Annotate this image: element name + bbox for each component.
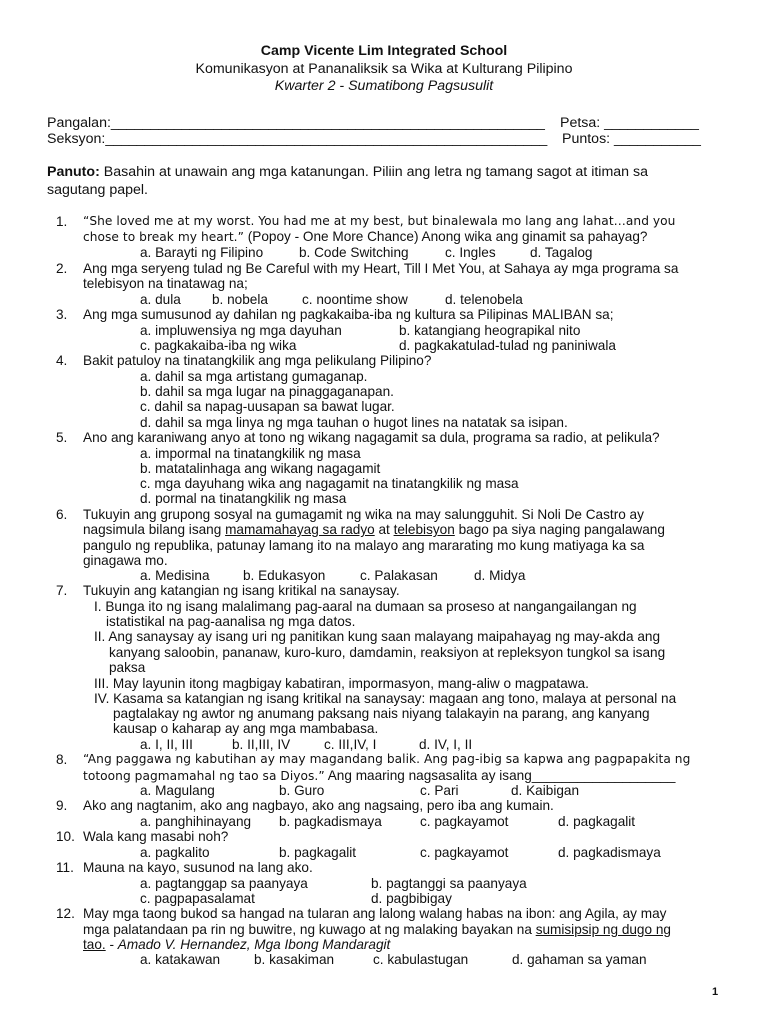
choice-b[interactable]: b. II,III, IV — [232, 737, 291, 752]
choice-c[interactable]: c. noontime show — [302, 292, 408, 307]
question-4-text: Bakit patuloy na tinatangkilik ang mga pelikulang Pilipino? — [83, 353, 432, 368]
question-6-text-2 — [83, 522, 665, 538]
choice-d[interactable]: d. Tagalog — [530, 245, 593, 260]
choice-b[interactable]: b. matatalinhaga ang wikang nagagamit — [140, 461, 381, 476]
choice-d[interactable]: d. IV, I, II — [419, 737, 473, 752]
question-number: 5. — [56, 430, 68, 445]
quarter-title: Kwarter 2 - Sumatibong Pagsusulit — [274, 78, 494, 94]
statement-i: I. Bunga ito ng isang malalimang pag-aaral na dumaan sa proseso at nangangailangan ng — [94, 599, 637, 614]
question-1-text-1: “She loved me at my worst. You had me at my best, but binalewala mo lang ang lahat…and you — [83, 214, 676, 228]
choice-c[interactable]: c. kabulastugan — [373, 952, 469, 967]
choice-a[interactable]: a. pagkalito — [140, 845, 210, 860]
name-field[interactable]: Pangalan:_______________________________________________________ — [47, 115, 545, 131]
question-9-text: Ako ang nagtanim, ako ang nagbayo, ako ang nagsaing, pero iba ang kumain. — [83, 798, 554, 813]
choice-c[interactable]: c. Pari — [420, 783, 459, 798]
choice-b[interactable]: b. Code Switching — [299, 245, 409, 260]
q8-quote: totoong pagmamahal ng tao sa Diyos.” — [83, 769, 325, 783]
q6-text: bago pa siya naging pangalawang — [454, 522, 665, 537]
question-number: 6. — [56, 507, 68, 522]
q12-text: mga palatandaan pa rin ng buwitre, ng kuwago at ng malaking bayakan na — [83, 922, 536, 937]
score-field[interactable]: Puntos: ___________ — [562, 131, 701, 147]
choice-b[interactable]: b. pagtanggi sa paanyaya — [371, 876, 527, 891]
question-7-text: Tukuyin ang katangian ng isang kritikal na sanaysay. — [83, 583, 400, 598]
choice-d[interactable]: d. pagkadismaya — [558, 845, 661, 860]
statement-iv: IV. Kasama sa katangian ng isang kritikal na sanaysay: magaan ang tono, malaya at personal na — [94, 691, 677, 706]
question-number: 10. — [56, 829, 75, 844]
choice-c[interactable]: c. dahil sa napag-uusapan sa bawat lugar. — [140, 399, 395, 414]
question-number: 8. — [56, 752, 68, 767]
q6-underlined-1: mamamahayag sa radyo — [225, 522, 375, 537]
question-5-text: Ano ang karaniwang anyo at tono ng wikang nagagamit sa dula, programa sa radio, at pelikula? — [83, 430, 660, 445]
choice-a[interactable]: a. panghihinayang — [140, 814, 252, 829]
question-6-text-1: Tukuyin ang grupong sosyal na gumagamit ng wika na may salungguhit. Si Noli De Castro ay — [83, 507, 644, 522]
q1-question: (Popoy - One More Chance) Anong wika ang ginamit sa pahayag? — [243, 229, 648, 244]
question-2-text-1: Ang mga seryeng tulad ng Be Careful with my Heart, Till I Met You, at Sahaya ay mga programa sa — [83, 261, 679, 276]
question-8-text-1: “Ang paggawa ng kabutihan ay may magandang balik. Ang pag-ibig sa kapwa ang pagpapakita ng — [83, 752, 691, 766]
choice-d[interactable]: d. pagbibigay — [371, 891, 452, 906]
statement-ii-cont-1: kanyang saloobin, pananaw, kuro-kuro, damdamin, reaksiyon at repleksyon tungkol sa isang — [109, 645, 666, 660]
choice-c[interactable]: c. pagkayamot — [420, 814, 509, 829]
choice-b[interactable]: b. pagkagalit — [279, 845, 357, 860]
question-1-text-2 — [83, 229, 648, 246]
choice-a[interactable]: a. pagtanggap sa paanyaya — [140, 876, 308, 891]
question-number: 2. — [56, 261, 68, 276]
q8-question: Ang maaring nagsasalita ay isang___________________ — [324, 768, 676, 783]
instructions-text-1: Basahin at unawain ang mga katanungan. Piliin ang letra ng tamang sagot at itiman sa — [99, 164, 648, 180]
date-field[interactable]: Petsa: ____________ — [560, 115, 699, 131]
q12-dash: - — [105, 937, 118, 952]
question-number: 9. — [56, 798, 68, 813]
choice-a[interactable]: a. Medisina — [140, 568, 210, 583]
question-6-text-3: pangulo ng republika, patunay lamang ito na malayo ang mararating mo kung matiyaga ka sa — [83, 538, 645, 553]
statement-iii: III. May layunin itong magbigay kabatiran, impormasyon, mang-aliw o magpatawa. — [94, 676, 589, 691]
choice-c[interactable]: c. III,IV, I — [324, 737, 377, 752]
question-number: 12. — [56, 906, 75, 921]
question-number: 1. — [56, 214, 68, 229]
choice-c[interactable]: c. pagpapasalamat — [140, 891, 255, 906]
choice-d[interactable]: d. gahaman sa yaman — [512, 952, 647, 967]
choice-b[interactable]: b. kasakiman — [254, 952, 335, 967]
choice-d[interactable]: d. dahil sa mga linya ng mga tauhan o hugot lines na natatak sa isipan. — [140, 415, 568, 430]
choice-c[interactable]: c. Ingles — [445, 245, 496, 260]
question-number: 11. — [56, 860, 74, 875]
question-12-text-2 — [83, 922, 671, 938]
question-number: 4. — [56, 353, 68, 368]
choice-b[interactable]: b. nobela — [212, 292, 268, 307]
choice-c[interactable]: c. pagkakaiba-iba ng wika — [140, 338, 297, 353]
section-field[interactable]: Seksyon:________________________________________________________ — [47, 131, 548, 147]
choice-c[interactable]: c. mga dayuhang wika ang nagagamit na tinatangkilik ng masa — [140, 476, 519, 491]
statement-iv-cont-1: pagtalakay ng awtor ng anumang paksang nais niyang talakayin na parang, ang kanyang — [113, 706, 650, 721]
instructions — [47, 165, 648, 181]
choice-d[interactable]: d. pormal na tinatangkilik ng masa — [140, 491, 347, 506]
q12-citation: Amado V. Hernandez, Mga Ibong Mandaragit — [117, 937, 391, 952]
subject-title: Komunikasyon at Pananaliksik sa Wika at Kulturang Pilipino — [195, 61, 573, 77]
q6-text: at — [374, 522, 394, 537]
choice-c[interactable]: c. pagkayamot — [420, 845, 509, 860]
question-number: 7. — [56, 583, 68, 598]
question-number: 3. — [56, 307, 68, 322]
choice-d[interactable]: d. Midya — [474, 568, 526, 583]
choice-a[interactable]: a. dula — [140, 292, 181, 307]
question-6-text-4: ginagawa mo. — [83, 553, 168, 568]
school-name: Camp Vicente Lim Integrated School — [260, 43, 508, 59]
question-2-text-2: telebisyon na tinatawag na; — [83, 276, 248, 291]
statement-iv-cont-2: kausap o kaharap ay ang mga mambabasa. — [113, 721, 379, 736]
choice-b[interactable]: b. katangiang heograpikal nito — [399, 323, 581, 338]
choice-a[interactable]: a. Barayti ng Filipino — [140, 245, 264, 260]
choice-d[interactable]: d. Kaibigan — [511, 783, 580, 798]
q6-text: nagsimula bilang isang — [83, 522, 226, 537]
choice-b[interactable]: b. dahil sa mga lugar na pinaggaganapan. — [140, 384, 394, 399]
q6-underlined-2: telebisyon — [393, 522, 455, 537]
question-10-text: Wala kang masabi noh? — [83, 829, 229, 844]
choice-c[interactable]: c. Palakasan — [360, 568, 438, 583]
choice-b[interactable]: b. Guro — [279, 783, 325, 798]
choice-a[interactable]: a. I, II, III — [140, 737, 193, 752]
choice-a[interactable]: a. impormal na tinatangkilik ng masa — [140, 446, 361, 461]
statement-i-cont: istatistikal na pag-aanalisa ng mga datos. — [106, 614, 356, 629]
q12-underlined-end: tao. — [83, 937, 106, 952]
question-3-text: Ang mga sumusunod ay dahilan ng pagkakaiba-iba ng kultura sa Pilipinas MALIBAN sa; — [83, 307, 614, 322]
choice-d[interactable]: d. pagkagalit — [558, 814, 636, 829]
instructions-text-2: sagutang papel. — [47, 182, 148, 198]
page-number: 1 — [712, 986, 719, 998]
choice-a[interactable]: a. katakawan — [140, 952, 221, 967]
choice-d[interactable]: d. telenobela — [445, 292, 523, 307]
q12-underlined: sumisipsip ng dugo ng — [535, 922, 671, 937]
question-12-text-1: May mga taong bukod sa hangad na tularan ang lalong walang habas na ibon: ang Agila, ay may — [83, 906, 667, 921]
instructions-label: Panuto: — [47, 164, 100, 180]
choice-a[interactable]: a. Magulang — [140, 783, 215, 798]
choice-a[interactable]: a. impluwensiya ng mga dayuhan — [140, 323, 342, 338]
choice-b[interactable]: b. pagkadismaya — [279, 814, 382, 829]
statement-ii-cont-2: paksa — [109, 660, 146, 675]
q1-quote: chose to break my heart.” — [83, 230, 244, 244]
statement-ii: II. Ang sanaysay ay isang uri ng panitikan kung saan malayang maipahayag ng may-akda ang — [94, 629, 661, 644]
choice-a[interactable]: a. dahil sa mga artistang gumaganap. — [140, 369, 368, 384]
choice-b[interactable]: b. Edukasyon — [243, 568, 326, 583]
choice-d[interactable]: d. pagkakatulad-tulad ng paniniwala — [399, 338, 616, 353]
question-11-text: Mauna na kayo, susunod na lang ako. — [83, 860, 313, 875]
question-12-text-3 — [83, 937, 390, 953]
